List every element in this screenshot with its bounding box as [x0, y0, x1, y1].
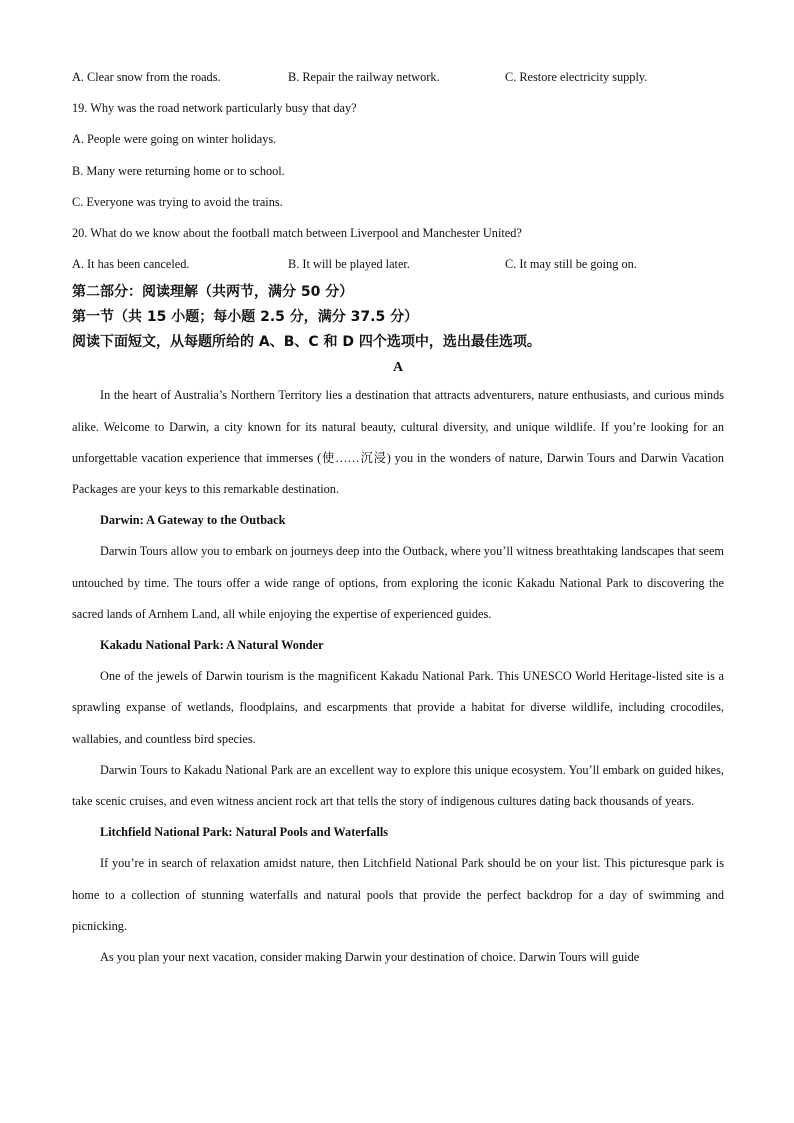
q18-option-b: B. Repair the railway network. — [288, 70, 440, 84]
part-title: 第二部分：阅读理解（共两节，满分 50 分） — [72, 284, 354, 301]
heading-darwin-gateway: Darwin: A Gateway to the Outback — [100, 513, 286, 528]
instruction: 阅读下面短文，从每题所给的 A、B、C 和 D 四个选项中，选出最佳选项。 — [72, 334, 541, 351]
paragraph-kakadu-2: Darwin Tours to Kakadu National Park are an excellent way to explore this unique ecosystem. You’ll embark on guided hikes, take scenic cruises, and even witness ancient rock art that tells the story of indigenous cultures dating back thousands of years. — [72, 762, 724, 809]
q18-option-c: C. Restore electricity supply. — [505, 70, 648, 84]
passage-intro: In the heart of Australia’s Northern Territory lies a destination that attracts adventurers, nature enthusiasts, and curious minds alike. Welcome to Darwin, a city known for its natural beauty, cultural diversity, and unique wildlife. If you’re looking for an unforgettable vacation experience that immerses (使……沉浸) you in the wonders of nature, Darwin Tours and Darwin Vacation Packages are your keys to this remarkable destination. — [72, 388, 724, 497]
q18-options — [72, 62, 724, 93]
q19-option-a: A. People were going on winter holidays. — [72, 132, 277, 147]
q20-option-b: B. It will be played later. — [288, 257, 410, 272]
section-title: 第一节（共 15 小题；每小题 2.5 分，满分 37.5 分） — [72, 309, 419, 326]
paragraph-darwin-tours: Darwin Tours allow you to embark on journeys deep into the Outback, where you’ll witness breathtaking landscapes that seem untouched by time. The tours offer a wide range of options, from exploring the iconic Kakadu National Park to discovering the sacred lands of Arnhem Land, all while enjoying the expertise of experienced guides. — [72, 544, 724, 621]
q19-option-b: B. Many were returning home or to school. — [72, 163, 285, 178]
q20-option-a: A. It has been canceled. — [72, 257, 190, 272]
q20-option-c: C. It may still be going on. — [505, 257, 637, 272]
q20-options — [72, 249, 724, 280]
heading-litchfield: Litchfield National Park: Natural Pools and Waterfalls — [100, 825, 389, 840]
q19-option-c: C. Everyone was trying to avoid the trains. — [72, 194, 283, 209]
q20-question: 20. What do we know about the football match between Liverpool and Manchester United? — [72, 226, 522, 241]
passage-label: A — [392, 360, 404, 376]
exam-page — [72, 62, 724, 973]
paragraph-closing: As you plan your next vacation, consider making Darwin your destination of choice. Darwin Tours will guide — [100, 950, 640, 965]
heading-kakadu: Kakadu National Park: A Natural Wonder — [100, 638, 324, 653]
q18-option-a: A. Clear snow from the roads. — [72, 70, 221, 84]
q19-question: 19. Why was the road network particularly busy that day? — [72, 101, 357, 116]
paragraph-litchfield: If you’re in search of relaxation amidst nature, then Litchfield National Park should be on your list. This picturesque park is home to a collection of stunning waterfalls and natural pools that provide the perfect backdrop for a day of swimming and picnicking. — [72, 856, 724, 933]
paragraph-kakadu-1: One of the jewels of Darwin tourism is the magnificent Kakadu National Park. This UNESCO World Heritage-listed site is a sprawling expanse of wetlands, floodplains, and escarpments that provide a habitat for diverse wildlife, including crocodiles, wallabies, and countless bird species. — [72, 669, 724, 746]
